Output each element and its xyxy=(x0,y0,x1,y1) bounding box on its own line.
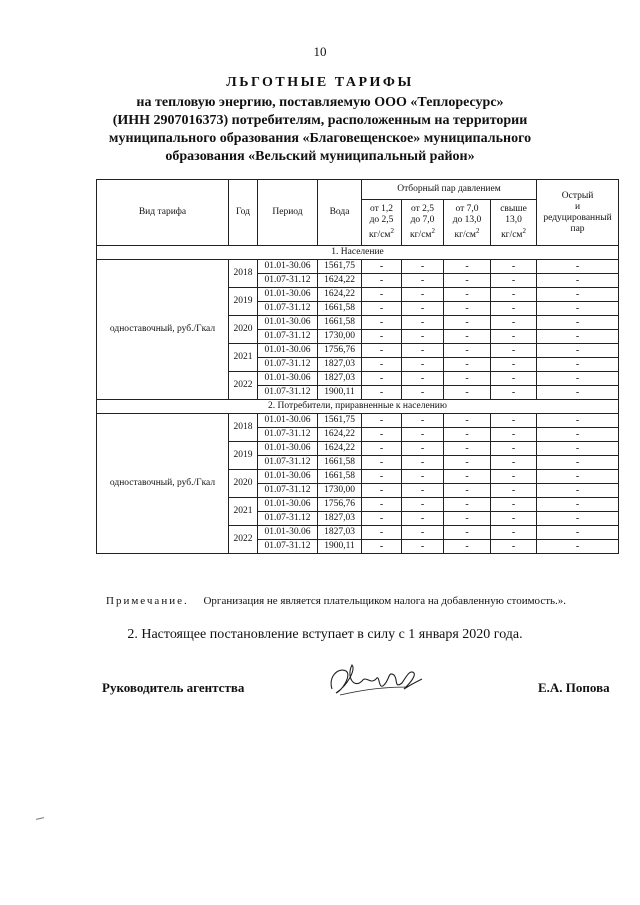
section-header-row xyxy=(97,400,619,414)
year-cell: 2022 xyxy=(229,372,258,400)
empty-value: - xyxy=(362,344,402,358)
empty-value: - xyxy=(444,428,491,442)
empty-value: - xyxy=(444,302,491,316)
water-value: 1624,22 xyxy=(318,428,362,442)
empty-value: - xyxy=(491,484,537,498)
empty-value: - xyxy=(444,372,491,386)
year-cell: 2018 xyxy=(229,260,258,288)
period-cell: 01.01-30.06 xyxy=(258,470,318,484)
empty-value: - xyxy=(444,456,491,470)
water-value: 1624,22 xyxy=(318,288,362,302)
header-pressure-3 xyxy=(444,200,491,246)
header-pressure-unit xyxy=(444,226,490,241)
water-value: 1756,76 xyxy=(318,498,362,512)
empty-value: - xyxy=(537,470,619,484)
water-value: 1827,03 xyxy=(318,512,362,526)
empty-value: - xyxy=(402,428,444,442)
period-cell: 01.07-31.12 xyxy=(258,484,318,498)
empty-value: - xyxy=(444,330,491,344)
empty-value: - xyxy=(491,512,537,526)
effective-date-text: 2. Настоящее постановление вступает в силу с 1 января 2020 года. xyxy=(127,627,523,642)
header-period: Период xyxy=(258,180,318,246)
period-cell: 01.07-31.12 xyxy=(258,274,318,288)
empty-value: - xyxy=(444,526,491,540)
empty-value: - xyxy=(402,512,444,526)
header-pressure-line: 13,0 xyxy=(505,214,522,225)
period-cell: 01.07-31.12 xyxy=(258,512,318,526)
empty-value: - xyxy=(444,288,491,302)
empty-value: - xyxy=(402,288,444,302)
water-value: 1756,76 xyxy=(318,344,362,358)
year-cell: 2019 xyxy=(229,442,258,470)
water-value: 1827,03 xyxy=(318,372,362,386)
empty-value: - xyxy=(444,470,491,484)
water-value: 1661,58 xyxy=(318,302,362,316)
empty-value: - xyxy=(537,288,619,302)
empty-value: - xyxy=(362,274,402,288)
header-selected-steam: Отборный пар давлением xyxy=(362,180,537,200)
period-cell: 01.01-30.06 xyxy=(258,288,318,302)
period-cell: 01.01-30.06 xyxy=(258,526,318,540)
header-pressure-1 xyxy=(362,200,402,246)
tariff-type: одноставочный, руб./Гкал xyxy=(97,414,229,554)
empty-value: - xyxy=(537,428,619,442)
empty-value: - xyxy=(444,358,491,372)
empty-value: - xyxy=(362,260,402,274)
header-pressure-line: от 2,5 xyxy=(410,203,435,214)
empty-value: - xyxy=(444,386,491,400)
header-sharp-line-3: редуцированный xyxy=(543,212,612,223)
empty-value: - xyxy=(362,288,402,302)
empty-value: - xyxy=(402,316,444,330)
period-cell: 01.07-31.12 xyxy=(258,330,318,344)
empty-value: - xyxy=(402,330,444,344)
empty-value: - xyxy=(491,386,537,400)
header-year: Год xyxy=(229,180,258,246)
empty-value: - xyxy=(537,540,619,554)
header-pressure-unit xyxy=(491,226,536,241)
empty-value: - xyxy=(444,414,491,428)
empty-value: - xyxy=(537,344,619,358)
header-pressure-line: до 2,5 xyxy=(369,214,394,225)
water-value: 1827,03 xyxy=(318,526,362,540)
empty-value: - xyxy=(402,260,444,274)
empty-value: - xyxy=(537,302,619,316)
header-pressure-line: до 7,0 xyxy=(410,214,435,225)
empty-value: - xyxy=(444,498,491,512)
empty-value: - xyxy=(402,498,444,512)
section-title: 1. Население xyxy=(97,246,619,260)
empty-value: - xyxy=(362,540,402,554)
empty-value: - xyxy=(362,442,402,456)
water-value: 1827,03 xyxy=(318,358,362,372)
empty-value: - xyxy=(444,484,491,498)
water-value: 1561,75 xyxy=(318,260,362,274)
empty-value: - xyxy=(444,442,491,456)
empty-value: - xyxy=(491,372,537,386)
head-name: Е.А. Попова xyxy=(538,680,610,695)
empty-value: - xyxy=(362,498,402,512)
unit-exponent: 2 xyxy=(522,226,526,235)
empty-value: - xyxy=(362,414,402,428)
header-sharp-line-4: пар xyxy=(570,223,585,234)
unit-text: кг/см xyxy=(501,230,523,241)
unit-text: кг/см xyxy=(410,230,432,241)
empty-value: - xyxy=(491,498,537,512)
unit-exponent: 2 xyxy=(390,226,394,235)
table-row xyxy=(97,260,619,274)
note xyxy=(106,595,566,607)
water-value: 1661,58 xyxy=(318,470,362,484)
water-value: 1561,75 xyxy=(318,414,362,428)
empty-value: - xyxy=(444,316,491,330)
empty-value: - xyxy=(362,372,402,386)
water-value: 1661,58 xyxy=(318,456,362,470)
empty-value: - xyxy=(537,484,619,498)
water-value: 1900,11 xyxy=(318,386,362,400)
empty-value: - xyxy=(491,358,537,372)
empty-value: - xyxy=(537,386,619,400)
empty-value: - xyxy=(537,498,619,512)
empty-value: - xyxy=(537,260,619,274)
empty-value: - xyxy=(537,512,619,526)
header-tariff-type: Вид тарифа xyxy=(97,180,229,246)
year-cell: 2019 xyxy=(229,288,258,316)
page-number: 10 xyxy=(313,44,327,59)
empty-value: - xyxy=(491,344,537,358)
signature xyxy=(318,655,428,705)
empty-value: - xyxy=(491,316,537,330)
empty-value: - xyxy=(402,386,444,400)
period-cell: 01.01-30.06 xyxy=(258,498,318,512)
header-pressure-line: свыше xyxy=(500,203,527,214)
empty-value: - xyxy=(537,414,619,428)
water-value: 1661,58 xyxy=(318,316,362,330)
period-cell: 01.07-31.12 xyxy=(258,386,318,400)
subtitle-line-4: образования «Вельский муниципальный район» xyxy=(165,149,475,164)
empty-value: - xyxy=(491,442,537,456)
empty-value: - xyxy=(491,456,537,470)
empty-value: - xyxy=(491,274,537,288)
empty-value: - xyxy=(444,512,491,526)
period-cell: 01.07-31.12 xyxy=(258,540,318,554)
empty-value: - xyxy=(402,470,444,484)
period-cell: 01.01-30.06 xyxy=(258,442,318,456)
empty-value: - xyxy=(362,484,402,498)
empty-value: - xyxy=(491,414,537,428)
header-pressure-line: от 1,2 xyxy=(369,203,394,214)
period-cell: 01.01-30.06 xyxy=(258,344,318,358)
unit-exponent: 2 xyxy=(475,226,480,235)
header-pressure-unit xyxy=(362,226,401,241)
empty-value: - xyxy=(362,428,402,442)
header-pressure-line: от 7,0 xyxy=(455,203,479,214)
empty-value: - xyxy=(491,428,537,442)
empty-value: - xyxy=(491,330,537,344)
year-cell: 2022 xyxy=(229,526,258,554)
empty-value: - xyxy=(444,344,491,358)
document-title: ЛЬГОТНЫЕ ТАРИФЫ xyxy=(226,75,414,90)
empty-value: - xyxy=(537,526,619,540)
period-cell: 01.07-31.12 xyxy=(258,428,318,442)
water-value: 1624,22 xyxy=(318,274,362,288)
header-sharp-line-1: Острый xyxy=(561,190,594,201)
unit-text: кг/см xyxy=(454,230,476,241)
empty-value: - xyxy=(362,330,402,344)
water-value: 1624,22 xyxy=(318,442,362,456)
empty-value: - xyxy=(402,540,444,554)
empty-value: - xyxy=(444,274,491,288)
unit-exponent: 2 xyxy=(431,226,435,235)
year-cell: 2020 xyxy=(229,316,258,344)
subtitle-line-3: муниципального образования «Благовещенское» муниципального xyxy=(108,131,532,146)
empty-value: - xyxy=(491,526,537,540)
empty-value: - xyxy=(537,372,619,386)
head-label: Руководитель агентства xyxy=(102,680,245,695)
empty-value: - xyxy=(491,302,537,316)
empty-value: - xyxy=(362,302,402,316)
year-cell: 2021 xyxy=(229,498,258,526)
period-cell: 01.01-30.06 xyxy=(258,372,318,386)
note-label: Примечание. xyxy=(106,595,189,607)
note-text: Организация не является плательщиком налога на добавленную стоимость.». xyxy=(203,595,567,607)
empty-value: - xyxy=(362,512,402,526)
empty-value: - xyxy=(362,386,402,400)
period-cell: 01.07-31.12 xyxy=(258,358,318,372)
year-cell: 2021 xyxy=(229,344,258,372)
unit-text: кг/см xyxy=(369,230,391,241)
water-value: 1730,00 xyxy=(318,484,362,498)
empty-value: - xyxy=(402,372,444,386)
header-pressure-4 xyxy=(491,200,537,246)
empty-value: - xyxy=(537,274,619,288)
header-sharp-steam xyxy=(537,180,619,246)
empty-value: - xyxy=(537,456,619,470)
empty-value: - xyxy=(491,260,537,274)
header-water: Вода xyxy=(318,180,362,246)
empty-value: - xyxy=(362,456,402,470)
tariff-type: одноставочный, руб./Гкал xyxy=(97,260,229,400)
scan-mark xyxy=(36,817,44,820)
empty-value: - xyxy=(362,316,402,330)
empty-value: - xyxy=(491,288,537,302)
header-pressure-unit xyxy=(402,226,443,241)
header-sharp-line-2: и xyxy=(574,201,581,212)
header-pressure-line: до 13,0 xyxy=(452,214,482,225)
period-cell: 01.07-31.12 xyxy=(258,456,318,470)
section-header-row xyxy=(97,246,619,260)
empty-value: - xyxy=(537,330,619,344)
empty-value: - xyxy=(402,484,444,498)
header-pressure-2 xyxy=(402,200,444,246)
empty-value: - xyxy=(402,526,444,540)
empty-value: - xyxy=(362,470,402,484)
period-cell: 01.07-31.12 xyxy=(258,302,318,316)
empty-value: - xyxy=(444,260,491,274)
subtitle-line-1: на тепловую энергию, поставляемую ООО «Теплоресурс» xyxy=(136,95,504,110)
empty-value: - xyxy=(362,358,402,372)
year-cell: 2020 xyxy=(229,470,258,498)
empty-value: - xyxy=(362,526,402,540)
period-cell: 01.01-30.06 xyxy=(258,260,318,274)
empty-value: - xyxy=(537,316,619,330)
subtitle-line-2: (ИНН 2907016373) потребителям, расположенным на территории xyxy=(112,113,528,128)
empty-value: - xyxy=(402,344,444,358)
tariffs-table xyxy=(96,179,619,554)
empty-value: - xyxy=(537,358,619,372)
empty-value: - xyxy=(444,540,491,554)
empty-value: - xyxy=(491,540,537,554)
water-value: 1730,00 xyxy=(318,330,362,344)
section-title: 2. Потребители, приравненные к населению xyxy=(97,400,619,414)
period-cell: 01.01-30.06 xyxy=(258,414,318,428)
period-cell: 01.01-30.06 xyxy=(258,316,318,330)
empty-value: - xyxy=(537,442,619,456)
year-cell: 2018 xyxy=(229,414,258,442)
empty-value: - xyxy=(402,274,444,288)
empty-value: - xyxy=(402,442,444,456)
empty-value: - xyxy=(402,456,444,470)
empty-value: - xyxy=(491,470,537,484)
empty-value: - xyxy=(402,302,444,316)
empty-value: - xyxy=(402,358,444,372)
table-row xyxy=(97,414,619,428)
water-value: 1900,11 xyxy=(318,540,362,554)
empty-value: - xyxy=(402,414,444,428)
